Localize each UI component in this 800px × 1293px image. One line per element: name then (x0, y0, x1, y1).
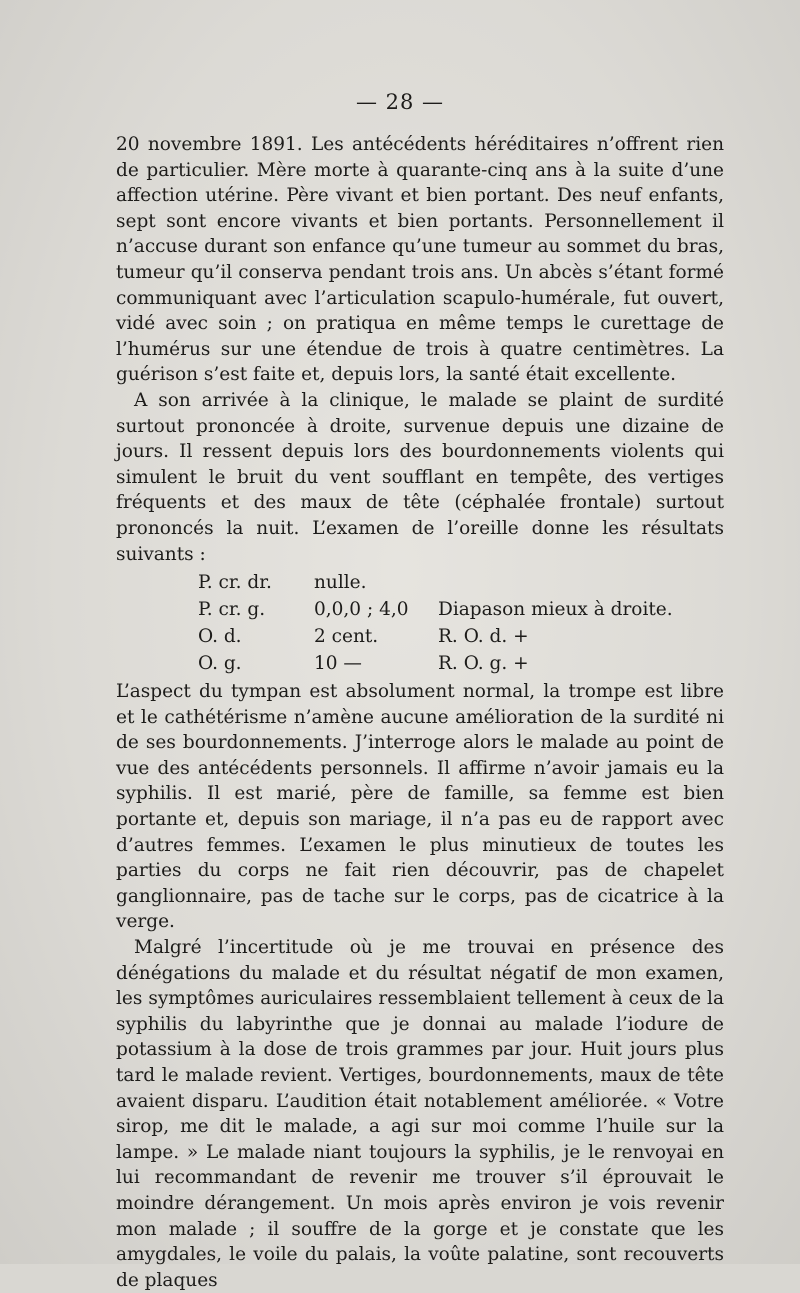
result-label: O. d. (198, 625, 242, 647)
result-note: Diapason mieux à droite. (438, 598, 673, 620)
paragraph-arrival: A son arrivée à la clinique, le malade se plaint de surdité surtout prononcée à droite, survenue depuis une dizaine de jours. Il ressent depuis lors des bourdonnements violents qui simulent le bruit du vent soufflant en tempête, des vertiges fréquents et des maux de tête (céphalée frontale) surtout prononcés la nuit. L’examen de l’oreille donne les résultats suivants : (116, 389, 724, 565)
table-row (198, 569, 678, 596)
table-row (198, 596, 678, 623)
result-note: R. O. g. + (438, 652, 529, 674)
result-label: P. cr. dr. (198, 571, 272, 593)
result-note: R. O. d. + (438, 625, 529, 647)
result-value: nulle. (314, 571, 367, 593)
table-row (198, 650, 678, 677)
paragraph-tympan: L’aspect du tympan est absolument normal, la trompe est libre et le cathétérisme n’amène aucune amélioration de la surdité ni de ses bourdonnements. J’interroge alors le malade au point de vue des antécédents personnels. Il affirme n’avoir jamais eu la syphilis. Il est marié, père de famille, sa femme est bien portante et, depuis son mariage, il n’a pas eu de rapport avec d’autres femmes. L’examen le plus minutieux de toutes les parties du corps ne fait rien découvrir, pas de chapelet ganglionnaire, pas de tache sur le corps, pas de cicatrice à la verge. (116, 681, 724, 933)
page-number: — 28 — (355, 90, 445, 114)
result-note (438, 569, 678, 596)
result-label: P. cr. g. (198, 598, 266, 620)
result-value: 10 — (314, 652, 362, 674)
paragraph-history: 20 novembre 1891. Les antécédents héréditaires n’offrent rien de particulier. Mère morte à quarante-cinq ans à la suite d’une affection utérine. Père vivant et bien portant. Des neuf enfants, sept sont encore vivants et bien portants. Personnellement il n’accuse durant son enfance qu’une tumeur au sommet du bras, tumeur qu’il conserva pendant trois ans. Un abcès s’étant formé communiquant avec l’articulation scapulo-humérale, fut ouvert, vidé avec soin ; on pratiqua en même temps le curettage de l’humérus sur une étendue de trois à quatre centimètres. La guérison s’est faite et, depuis lors, la santé était excellente. (116, 134, 724, 386)
exam-results-table (198, 569, 678, 677)
result-value: 2 cent. (314, 625, 379, 647)
paragraph-treatment: Malgré l’incertitude où je me trouvai en présence des dénégations du malade et du résultat négatif de mon examen, les symptômes auriculaires ressemblaient tellement à ceux de la syphilis du labyrinthe que je donnai au malade l’iodure de potassium à la dose de trois grammes par jour. Huit jours plus tard le malade revient. Vertiges, bourdonnements, maux de tête avaient disparu. L’audition était notablement améliorée. « Votre sirop, me dit le malade, a agi sur moi comme l’huile sur la lampe. » Le malade niant toujours la syphilis, je le renvoyai en lui recommandant de revenir me trouver s’il éprouvait le moindre dérangement. Un mois après environ je vois revenir mon malade ; il souffre de la gorge et je constate que les amygdales, le voile du palais, la voûte palatine, sont recouverts de plaques (116, 937, 724, 1291)
body-text (116, 132, 724, 1293)
result-label: O. g. (198, 652, 242, 674)
result-value: 0,0,0 ; 4,0 (314, 598, 409, 620)
table-row (198, 623, 678, 650)
